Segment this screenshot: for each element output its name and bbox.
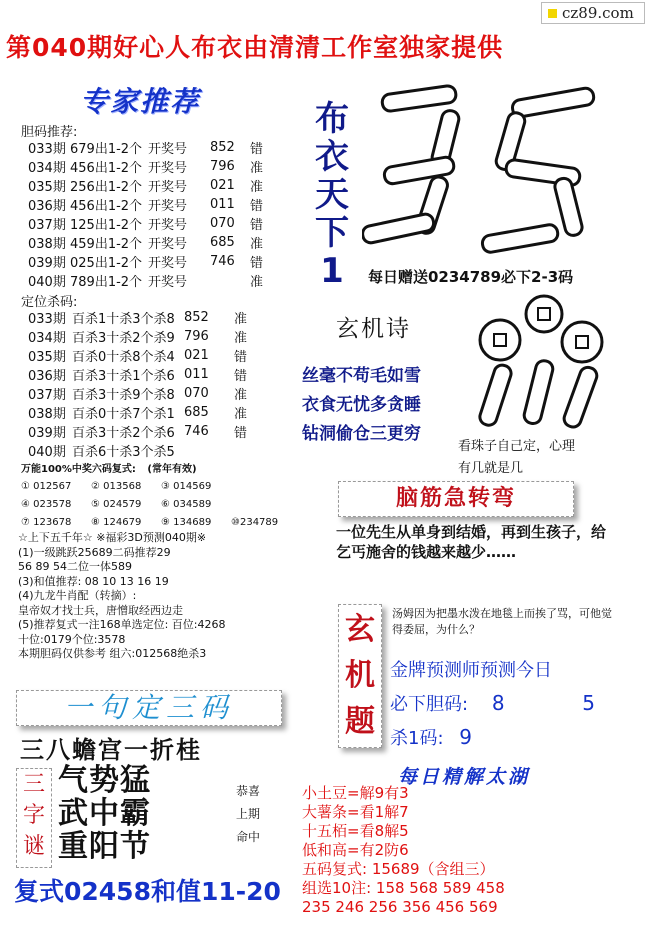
dingwei-cell: 039期: [28, 426, 66, 441]
naojin-title: 脑筋急转弯: [395, 486, 516, 511]
dingwei-table: [28, 308, 254, 460]
wanneng-item: ⑧ 124679: [91, 517, 142, 528]
danma-row: [28, 214, 270, 233]
dingwei-cell: 百杀3十杀2个杀9: [72, 331, 175, 346]
sanzi-vertical: [17, 769, 51, 862]
danma-row: [28, 271, 270, 290]
danma-cell: 456出1-2个: [70, 199, 143, 214]
dingwei-cell: 准: [234, 407, 248, 422]
danma-cell: 746: [210, 254, 235, 269]
sanzi-vertical-box: [16, 768, 52, 868]
wanneng-note: (常年有效): [147, 464, 197, 475]
shangxia-line: (3)和值推荐: 08 10 13 16 19: [18, 574, 169, 588]
sanzi-line: 武中霸: [58, 796, 151, 831]
shangxia-line: 皇帝奴才找士兵，唐憎取经西边走: [18, 603, 183, 617]
badge-text: cz89.com: [562, 4, 634, 22]
expert-title: 专家推荐: [80, 85, 201, 118]
dingwei-cell: 746: [184, 424, 209, 439]
jinpai-title: 金牌预测师预测今日: [390, 660, 552, 681]
danma-cell: 025出1-2个: [70, 256, 143, 271]
meiri-title: 每日精解太湖: [398, 766, 531, 788]
buyi-char: 天: [315, 175, 349, 215]
danma-cell: 错: [250, 218, 264, 233]
danma-row: [28, 138, 270, 157]
danma-row: [28, 195, 270, 214]
wanneng-item: ⑥ 034589: [161, 499, 212, 510]
dingwei-row: [28, 327, 254, 346]
expert-panel: [18, 76, 320, 528]
jinpai-sha-label: 杀1码:: [390, 728, 444, 749]
danma-cell: 125出1-2个: [70, 218, 143, 233]
jinpai-danma-value-1: 8: [491, 691, 505, 715]
danma-cell: 456出1-2个: [70, 161, 143, 176]
danma-cell: 037期: [28, 218, 66, 233]
danma-row: [28, 157, 270, 176]
yiju-title: 一句定三码: [63, 691, 234, 724]
wanneng-item: ⑩234789: [231, 517, 279, 528]
dingwei-cell: 033期: [28, 312, 66, 327]
poem-line: 丝毫不苟毛如雪: [302, 366, 421, 386]
coins-note-line2: 有几就是几: [458, 461, 524, 476]
meiri-line: 大薯条=看1解7: [302, 803, 409, 821]
dingwei-cell: 796: [184, 329, 209, 344]
dingwei-cell: 百杀0十杀8个杀4: [72, 350, 175, 365]
wanneng-item: ⑨ 134689: [161, 517, 212, 528]
dingwei-cell: 错: [234, 369, 248, 384]
danma-cell: 开奖号: [148, 161, 188, 176]
yiju-title-box: [16, 690, 282, 726]
danma-row: [28, 176, 270, 195]
dingwei-cell: 040期: [28, 445, 66, 460]
sanzi-char: 字: [22, 803, 45, 828]
jinpai-danma-label: 必下胆码:: [390, 694, 469, 715]
danma-cell: 开奖号: [148, 237, 188, 252]
dingwei-label: 定位杀码:: [21, 295, 78, 310]
meiri-line: 235 246 256 356 456 569: [302, 898, 498, 916]
meiri-line: 低和高=有2防6: [302, 841, 409, 859]
yiju-text: 三八蟾宫一折桂: [20, 736, 202, 764]
meiri-lines: [302, 784, 505, 917]
dingwei-cell: [184, 441, 234, 460]
naojin-text: 一位先生从单身到结婚，再到生孩子，给乞丐施舍的钱越来越少……: [336, 523, 607, 561]
danma-cell: 036期: [28, 199, 66, 214]
wanneng-item: ④ 023578: [21, 499, 72, 510]
meiri-line: 五码复式: 15689（含组三）: [302, 860, 495, 878]
danma-cell: 开奖号: [148, 218, 188, 233]
danma-row: [28, 252, 270, 271]
danma-cell: 256出1-2个: [70, 180, 143, 195]
danma-cell: 039期: [28, 256, 66, 271]
xuanji-poem-title: 玄机诗: [336, 316, 411, 342]
dingwei-cell: 070: [184, 386, 209, 401]
dingwei-cell: 037期: [28, 388, 66, 403]
dingwei-cell: 685: [184, 405, 209, 420]
xuanji-ti-char: 题: [345, 704, 375, 739]
dingwei-cell: 035期: [28, 350, 66, 365]
dingwei-row: [28, 384, 254, 403]
dingwei-cell: 852: [184, 310, 209, 325]
sanzi-char: 谜: [22, 834, 45, 859]
danma-cell: 开奖号: [148, 180, 188, 195]
coins-illustration: [462, 292, 622, 442]
dingwei-cell: 百杀6十杀3个杀5: [72, 445, 175, 460]
dingwei-cell: 百杀0十杀7个杀1: [72, 407, 175, 422]
dingwei-cell: 038期: [28, 407, 66, 422]
dingwei-cell: [234, 441, 254, 460]
dingwei-cell: 准: [234, 312, 248, 327]
shangxia-line: (4)九龙牛肖配（转摘）:: [18, 589, 137, 602]
xuanji-ti-char: 玄: [345, 612, 375, 647]
sanzi-char: 三: [22, 772, 45, 797]
wanneng-item: ⑤ 024579: [91, 499, 142, 510]
dingwei-row: [28, 422, 254, 441]
coins-note-line1: 看珠子自己定，心理: [458, 439, 576, 454]
wanneng-item: ② 013568: [91, 481, 142, 492]
sanzi-side-line: 命中: [236, 830, 261, 844]
shangxia-line: 本期胆码仅供参考 组六:012568绝杀3: [18, 647, 207, 660]
dingwei-cell: 准: [234, 388, 248, 403]
jinpai-box: [390, 656, 620, 756]
danma-cell: 789出1-2个: [70, 275, 143, 290]
xuanji-ti-char: 机: [345, 658, 375, 693]
danma-cell: 开奖号: [148, 275, 188, 290]
dingwei-row: [28, 308, 254, 327]
jinpai-sha-value: 9: [459, 725, 472, 749]
xuanji-ti-box: [338, 604, 382, 748]
danma-cell: 679出1-2个: [70, 142, 143, 157]
sanzi-line: 气势猛: [58, 763, 151, 798]
danma-cell: 准: [250, 161, 264, 176]
danma-cell: 开奖号: [148, 199, 188, 214]
dingwei-row: [28, 365, 254, 384]
xuanji-ti-text: 汤姆因为把墨水泼在地毯上而挨了骂，可他觉得委屈，为什么？: [392, 607, 612, 636]
dingwei-cell: 036期: [28, 369, 66, 384]
coins-note: [458, 436, 575, 480]
dingwei-row: [28, 441, 254, 460]
jinpai-sha-row: [390, 724, 620, 750]
dingwei-cell: 百杀1十杀3个杀8: [72, 312, 175, 327]
meiri-line: 十五栢=看8解5: [302, 822, 409, 840]
danma-cell: 准: [250, 237, 264, 252]
badge-square-icon: [548, 9, 557, 18]
buyi-vertical: [312, 100, 352, 290]
xuanji-ti-vertical: [339, 605, 381, 745]
buyi-char: 下: [315, 213, 349, 253]
danma-row: [28, 233, 270, 252]
dingwei-cell: 011: [184, 367, 209, 382]
buyi-char: 1: [320, 251, 344, 291]
wanneng-item: ⑦ 123678: [21, 517, 72, 528]
dingwei-cell: 021: [184, 348, 209, 363]
dingwei-row: [28, 403, 254, 422]
danma-cell: 459出1-2个: [70, 237, 143, 252]
danma-cell: 033期: [28, 142, 66, 157]
danma-cell: 开奖号: [148, 256, 188, 271]
header-title: 第040期好心人布衣由清清工作室独家提供: [6, 33, 504, 62]
dingwei-cell: 百杀3十杀2个杀6: [72, 426, 175, 441]
wanneng-grid: [21, 478, 321, 532]
danma-cell: 错: [250, 199, 264, 214]
danma-cell: 852: [210, 140, 235, 155]
xuanji-poem-lines: [302, 362, 421, 449]
poem-line: 钻洞偷仓三更穷: [302, 424, 421, 444]
shangxia-lines: [18, 546, 318, 662]
danma-cell: 错: [250, 256, 264, 271]
wanneng-title: [21, 460, 197, 475]
site-badge[interactable]: [541, 2, 645, 24]
meiri-line: 组选10注: 158 568 589 458: [302, 879, 505, 897]
sanzi-lines: [58, 764, 151, 863]
danma-cell: 准: [250, 275, 264, 290]
dingwei-cell: 百杀3十杀1个杀6: [72, 369, 175, 384]
danma-table: [28, 138, 270, 290]
danma-cell: 错: [250, 142, 264, 157]
sanzi-side: [236, 780, 260, 849]
shangxia-line: 56 89 54二位一体589: [18, 560, 132, 573]
danma-cell: 准: [250, 180, 264, 195]
fushi-text: 复式02458和值11-20: [14, 877, 281, 906]
shangxia-header: ☆上下五千年☆ ※福彩3D预测040期※: [18, 531, 207, 544]
danma-cell: 034期: [28, 161, 66, 176]
meiri-line: 小土豆=解9有3: [302, 784, 409, 802]
wanneng-item: ① 012567: [21, 481, 72, 492]
danma-cell: 070: [210, 216, 235, 231]
danma-cell: 021: [210, 178, 235, 193]
naojin-title-box: [338, 481, 574, 517]
danma-cell: 开奖号: [148, 142, 188, 157]
shangxia-line: (5)推荐复式一注168单选定位: 百位:4268: [18, 618, 226, 631]
sanzi-line: 重阳节: [58, 829, 151, 864]
shangxia-block: [18, 531, 318, 662]
danma-cell: 011: [210, 197, 235, 212]
buyi-char: 衣: [315, 137, 349, 177]
dingwei-cell: 准: [234, 331, 248, 346]
danma-cell: 038期: [28, 237, 66, 252]
wanneng-item: ③ 014569: [161, 481, 212, 492]
big-number-panel: [362, 82, 612, 260]
jinpai-danma-value-2: 5: [582, 691, 596, 715]
daily-gift: 每日赠送0234789必下2-3码: [368, 268, 574, 286]
buyi-char: 布: [315, 99, 349, 139]
dingwei-row: [28, 346, 254, 365]
danma-cell: 796: [210, 159, 235, 174]
dingwei-cell: 百杀3十杀9个杀8: [72, 388, 175, 403]
danma-cell: 035期: [28, 180, 66, 195]
jinpai-danma-row: [390, 690, 620, 716]
danma-label: 胆码推荐:: [21, 125, 78, 140]
coins-icon: [462, 292, 622, 442]
shangxia-line: (1)一级跳跃25689二码推荐29: [18, 545, 171, 559]
danma-cell: 040期: [28, 275, 66, 290]
dingwei-cell: 错: [234, 426, 248, 441]
sanzi-side-line: 恭喜: [236, 784, 261, 798]
dingwei-cell: 错: [234, 350, 248, 365]
poem-line: 衣食无忧多贪睡: [302, 395, 421, 415]
sanzi-side-line: 上期: [236, 807, 261, 821]
danma-cell: [210, 271, 250, 290]
shangxia-line: 十位:0179个位:3578: [18, 632, 126, 646]
danma-cell: 685: [210, 235, 235, 250]
wanneng-title-text: 万能100%中奖六码复式:: [21, 464, 136, 475]
dingwei-cell: 034期: [28, 331, 66, 346]
big-number-35: [362, 82, 612, 260]
